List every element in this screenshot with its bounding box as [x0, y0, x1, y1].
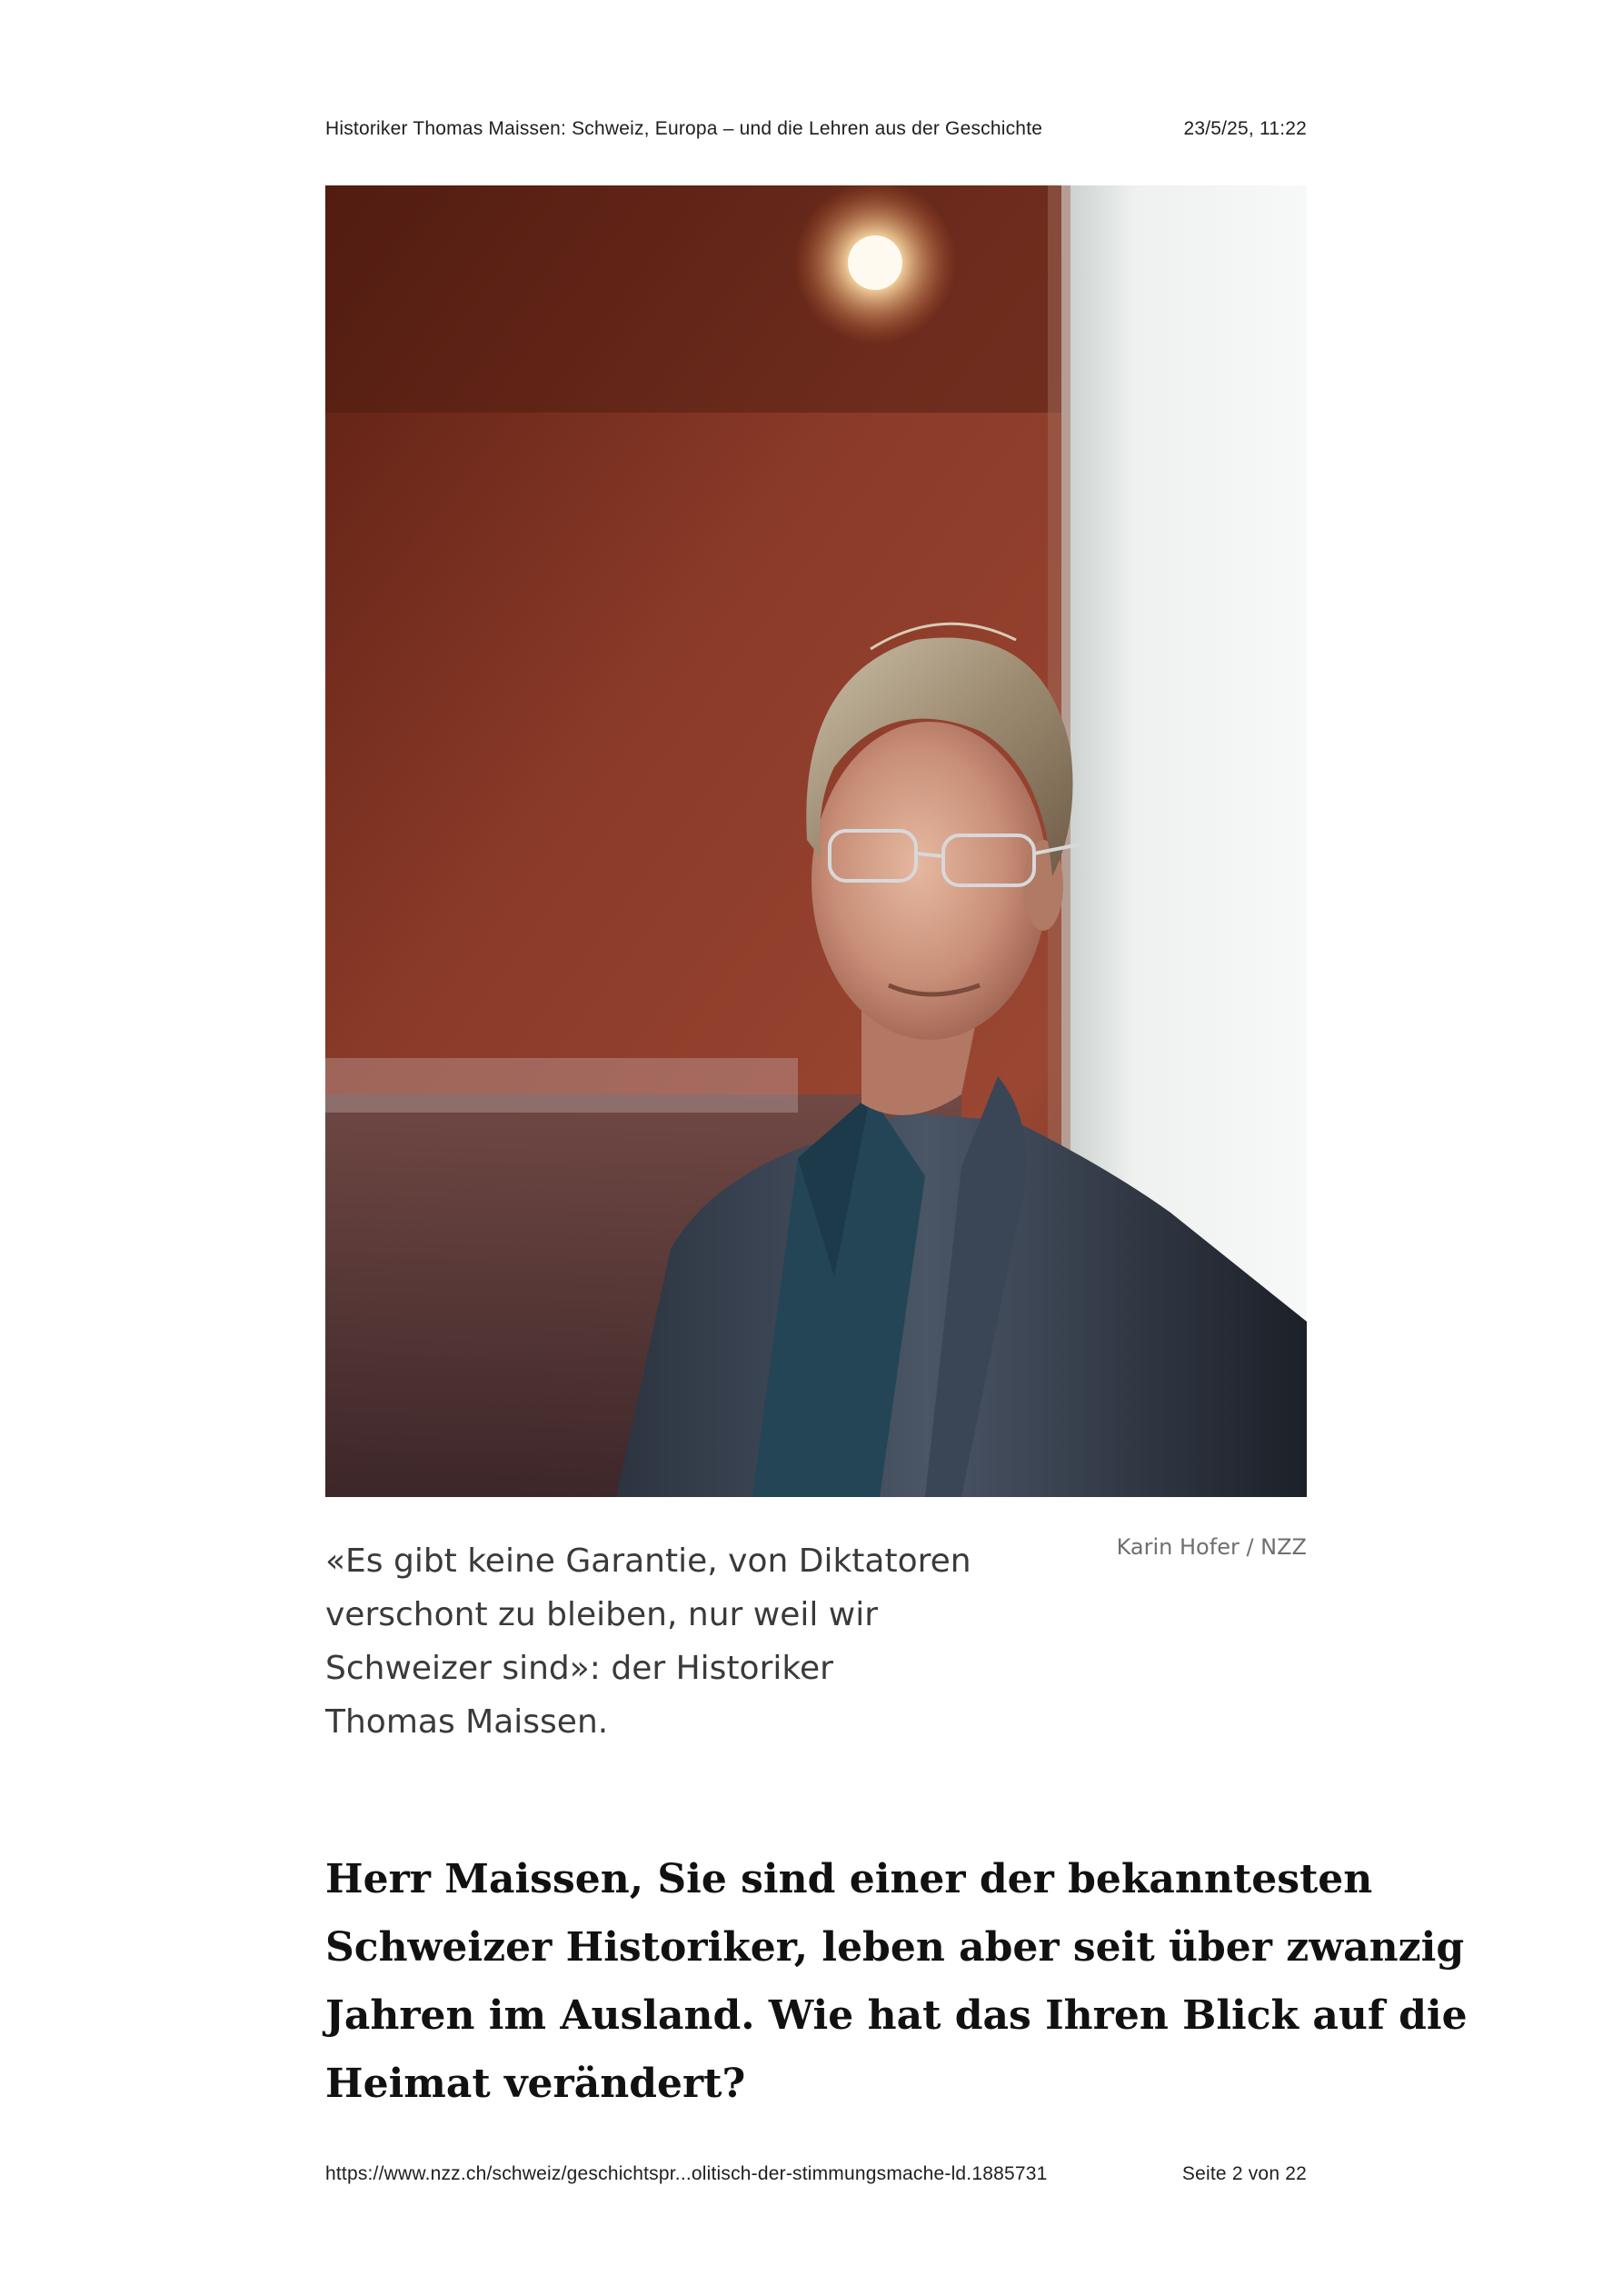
caption-line: Schweizer sind»: der Historiker: [325, 1650, 833, 1687]
page-number: Seite 2 von 22: [1181, 2163, 1307, 2184]
document-title: Historiker Thomas Maissen: Schweiz, Europa – und die Lehren aus der Geschichte: [325, 118, 1043, 139]
page-url: https://www.nzz.ch/schweiz/geschichtspr...olitisch-der-stimmungsmache-ld.1885731: [325, 2163, 1048, 2184]
question-line: Schweizer Historiker, leben aber seit über zwanzig: [325, 1924, 1465, 1971]
photo-caption: [325, 1534, 971, 1749]
caption-line: «Es gibt keine Garantie, von Diktatoren: [325, 1542, 971, 1580]
question-line: Jahren im Ausland. Wie hat das Ihren Blick auf die: [325, 1992, 1468, 2039]
print-header: [325, 118, 1307, 140]
question-line: Heimat verändert?: [325, 2061, 746, 2107]
portrait-photo-illustration: [325, 185, 1307, 1497]
caption-line: verschont zu bleiben, nur weil wir: [325, 1596, 879, 1633]
question-line: Herr Maissen, Sie sind einer der bekanntesten: [325, 1856, 1373, 1902]
print-footer: [325, 2163, 1307, 2185]
portrait-photo: [325, 185, 1307, 1497]
caption-line: Thomas Maissen.: [325, 1703, 609, 1741]
interview-question: [325, 1845, 1468, 2118]
print-datetime: 23/5/25, 11:22: [1183, 118, 1307, 139]
photo-credit: Karin Hofer / NZZ: [1116, 1534, 1307, 1560]
